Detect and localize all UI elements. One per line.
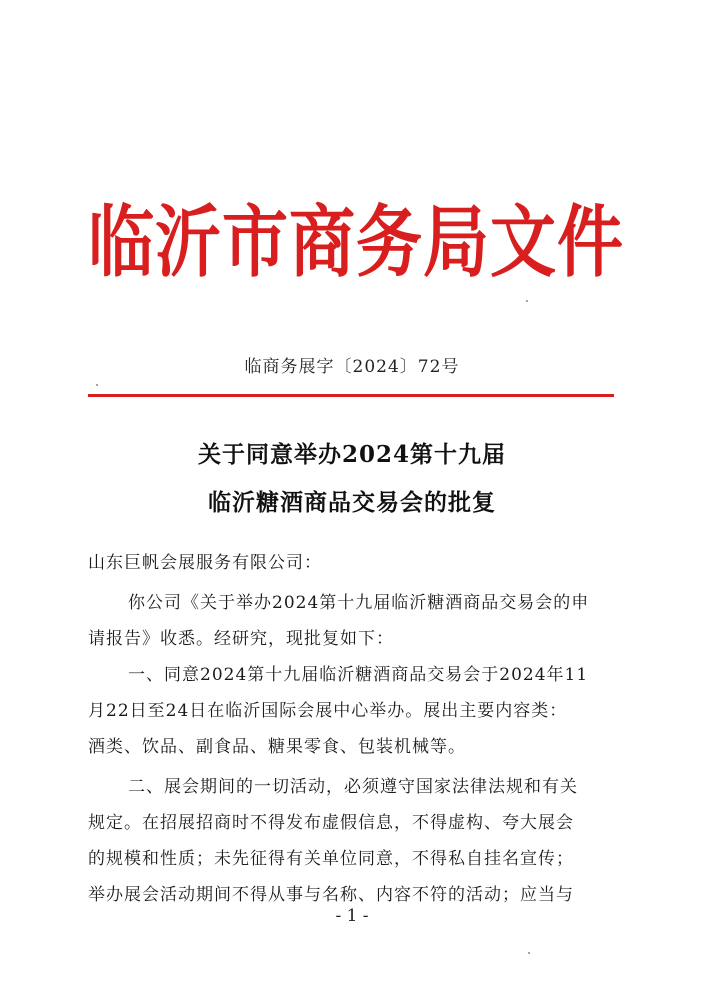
scan-speck [526,300,528,302]
body-line: 规定。在招展招商时不得发布虚假信息，不得虚构、夸大展会 [88,813,574,833]
body-line: 二、展会期间的一切活动，必须遵守国家法律法规和有关 [128,777,578,797]
body-line: 一、同意2024第十九届临沂糖酒商品交易会于2024年11 [128,665,589,685]
document-number: 临商务展字〔2024〕72号 [244,357,460,377]
body-line: 你公司《关于举办2024第十九届临沂糖酒商品交易会的申 [128,593,590,613]
body-line: 的规模和性质；未先征得有关单位同意，不得私自挂名宣传； [88,849,574,869]
page-number: - 1 - [335,906,369,926]
body-line: 举办展会活动期间不得从事与名称、内容不符的活动；应当与 [88,885,574,905]
body-line: 月22日至24日在临沂国际会展中心举办。展出主要内容类： [88,701,568,721]
document-title-line-1: 关于同意举办2024第十九届 [197,441,506,468]
body-line: 酒类、饮品、副食品、糖果零食、包装机械等。 [88,737,466,757]
red-divider-line [88,394,614,397]
addressee: 山东巨帆会展服务有限公司： [88,553,322,573]
scan-speck [528,952,530,954]
body-line: 请报告》收悉。经研究，现批复如下： [88,629,394,649]
scan-speck [96,384,98,386]
issuing-authority-header: 临沂市商务局文件 [88,196,624,288]
document-title-line-2: 临沂糖酒商品交易会的批复 [208,489,496,516]
